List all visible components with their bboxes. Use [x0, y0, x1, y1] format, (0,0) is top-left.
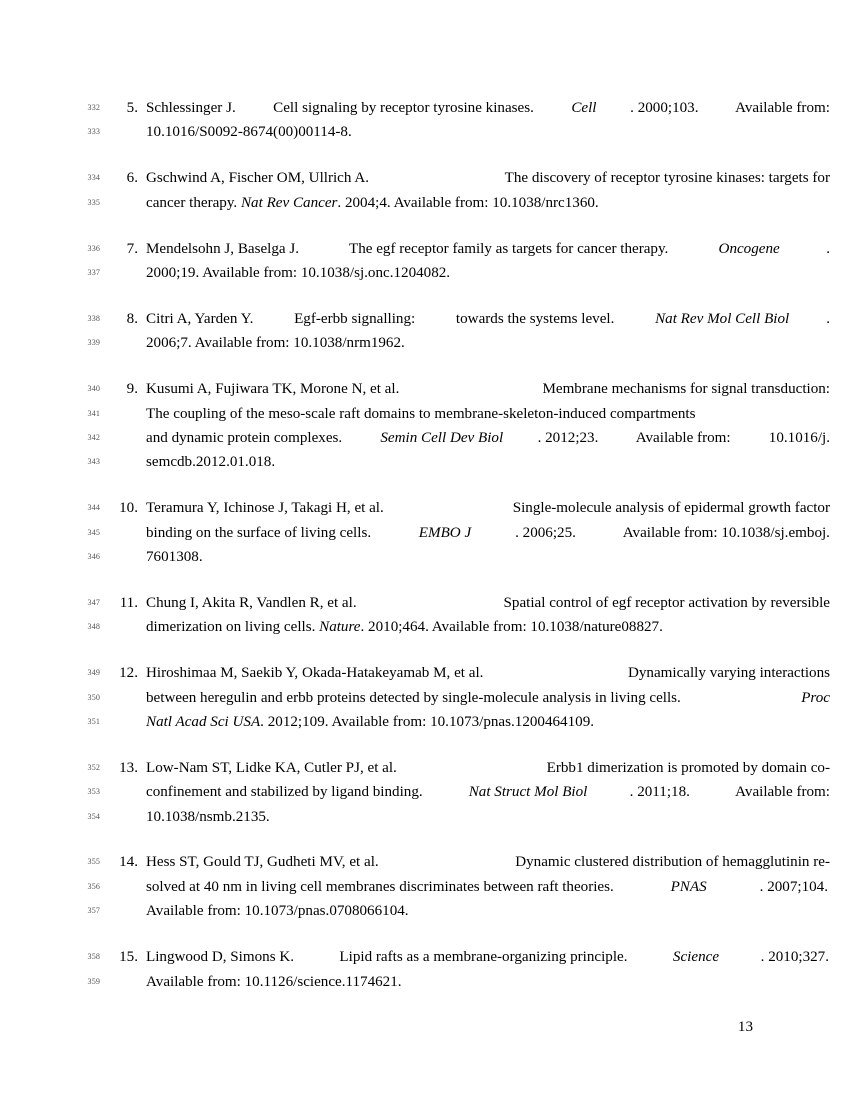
- reference-text-run: 10.1016/S0092-8674(00)00114-8.: [146, 124, 352, 141]
- reference-text-run: . 2012;109. Available from: 10.1073/pnas.1200464109.: [260, 713, 595, 730]
- reference-text-run: . 2000;103.: [630, 100, 699, 116]
- reference-text-run: . 2004;4. Available from: 10.1038/nrc1360.: [337, 194, 599, 211]
- reference-text: [146, 237, 832, 261]
- reference-text-run: Hiroshimaa M, Saekib Y, Okada-Hatakeyamab M, et al.: [146, 665, 484, 682]
- reference-line: [78, 191, 754, 215]
- journal-title: Cell: [567, 100, 597, 116]
- journal-title: Natl Acad Sci USA: [146, 713, 261, 730]
- reference-text-run: confinement and stabilized by ligand binding.: [146, 784, 423, 801]
- justified-line: [146, 377, 830, 401]
- justified-line: [146, 945, 829, 969]
- reference-line: [78, 331, 754, 355]
- reference-text: [146, 945, 832, 969]
- justified-line: [146, 756, 830, 780]
- reference-text: [146, 805, 832, 829]
- reference-text-run: Kusumi A, Fujiwara TK, Morone N, et al.: [146, 381, 400, 398]
- reference-line: [78, 166, 830, 190]
- reference-text: [146, 331, 832, 355]
- line-number: 348: [87, 622, 100, 632]
- reference-text-run: Lingwood D, Simons K.: [146, 949, 295, 966]
- justified-line: [146, 780, 830, 804]
- reference-text-run: 10.1016/j.: [765, 429, 830, 446]
- line-number: 354: [87, 811, 100, 821]
- reference-entry: [78, 307, 830, 356]
- reference-text-run: . 2007;104.: [759, 878, 828, 895]
- reference-text-run: solved at 40 nm in living cell membranes discriminates between raft theories.: [146, 878, 618, 895]
- reference-text-run: The discovery of receptor tyrosine kinases: targets for: [501, 170, 830, 187]
- justified-line: [146, 402, 830, 426]
- reference-text: [146, 402, 832, 426]
- reference-line: [78, 402, 754, 426]
- reference-text-run: Erbb1 dimerization is promoted by domain co-: [542, 759, 830, 776]
- reference-text-run: Low-Nam ST, Lidke KA, Cutler PJ, et al.: [146, 759, 397, 776]
- reference-text-run: .: [826, 310, 830, 327]
- reference-line: [78, 591, 830, 615]
- line-number: 336: [87, 243, 100, 253]
- reference-entry: [78, 166, 830, 215]
- reference-text-run: Available from:: [732, 784, 830, 801]
- journal-title: Oncogene: [714, 240, 780, 257]
- reference-number: 6.: [126, 170, 138, 187]
- reference-line: [78, 545, 754, 569]
- reference-text: [146, 261, 832, 285]
- reference-text: [146, 450, 832, 474]
- line-number: 344: [87, 503, 100, 513]
- reference-text-run: . 2012;23.: [537, 429, 599, 446]
- reference-text-run: Citri A, Yarden Y.: [146, 310, 254, 327]
- reference-text-run: binding on the surface of living cells.: [146, 524, 372, 541]
- journal-title: EMBO J: [415, 524, 472, 541]
- line-number: 356: [87, 881, 100, 891]
- line-number: 341: [87, 408, 100, 418]
- line-number: 358: [87, 952, 100, 962]
- journal-title: Nat Struct Mol Biol: [464, 784, 588, 801]
- reference-text-run: Gschwind A, Fischer OM, Ullrich A.: [146, 170, 370, 187]
- justified-line: [146, 875, 828, 899]
- reference-line: [78, 756, 830, 780]
- justified-line: [146, 96, 830, 120]
- reference-text-run: Schlessinger J.: [146, 100, 236, 116]
- reference-line: [78, 661, 830, 685]
- justified-line: [146, 521, 830, 545]
- reference-text: [146, 120, 832, 144]
- reference-text: [146, 710, 832, 734]
- reference-text-run: semcdb.2012.01.018.: [146, 454, 276, 471]
- reference-text-run: Available from: 10.1073/pnas.0708066104.: [146, 903, 409, 920]
- line-number: 351: [87, 716, 100, 726]
- line-number: 347: [87, 597, 100, 607]
- reference-text-run: Mendelsohn J, Baselga J.: [146, 240, 300, 257]
- line-number: 353: [87, 787, 100, 797]
- reference-entry: [78, 850, 830, 923]
- reference-number: 15.: [119, 949, 138, 966]
- reference-text-run: Available from: 10.1038/sj.emboj.: [619, 524, 830, 541]
- reference-entry: [78, 96, 830, 145]
- line-number: 345: [87, 527, 100, 537]
- reference-text-run: Teramura Y, Ichinose J, Takagi H, et al.: [146, 500, 384, 517]
- reference-line: [78, 96, 830, 120]
- reference-number: 5.: [126, 100, 138, 116]
- reference-text: [146, 875, 832, 899]
- reference-entry: [78, 756, 830, 829]
- journal-title: Nat Rev Mol Cell Biol: [651, 310, 790, 327]
- reference-line: [78, 450, 754, 474]
- reference-text: [146, 166, 832, 190]
- justified-line: [146, 686, 830, 710]
- reference-text-run: cancer therapy.: [146, 194, 241, 211]
- line-number: 332: [87, 103, 100, 112]
- reference-text: [146, 780, 832, 804]
- reference-text-run: .: [826, 240, 830, 257]
- reference-text: [146, 661, 832, 685]
- reference-line: [78, 875, 828, 899]
- justified-line: [146, 591, 830, 615]
- reference-text: [146, 591, 832, 615]
- reference-list: [78, 96, 830, 1015]
- reference-number: 9.: [126, 381, 138, 398]
- reference-entry: [78, 945, 829, 994]
- line-number: 337: [87, 267, 100, 277]
- line-number: 352: [87, 762, 100, 772]
- reference-number: 10.: [119, 500, 138, 517]
- reference-entry: [78, 377, 830, 475]
- line-number: 359: [87, 976, 100, 986]
- reference-text-run: . 2010;464. Available from: 10.1038/nature08827.: [360, 619, 663, 636]
- reference-number: 14.: [119, 854, 138, 871]
- reference-text: [146, 96, 832, 120]
- reference-text: [146, 377, 832, 401]
- reference-text-run: Available from:: [732, 100, 830, 116]
- reference-text-run: Chung I, Akita R, Vandlen R, et al.: [146, 594, 357, 611]
- reference-line: [78, 899, 754, 923]
- reference-number: 13.: [119, 759, 138, 776]
- reference-text-run: . 2011;18.: [629, 784, 690, 801]
- reference-number: 12.: [119, 665, 138, 682]
- reference-text-run: 2006;7. Available from: 10.1038/nrm1962.: [146, 335, 405, 352]
- reference-number: 7.: [126, 240, 138, 257]
- reference-text-run: towards the systems level.: [452, 310, 615, 327]
- reference-text: [146, 899, 832, 923]
- reference-text: [146, 850, 832, 874]
- reference-text: [146, 756, 832, 780]
- reference-entry: [78, 661, 830, 734]
- journal-title: PNAS: [670, 878, 707, 895]
- reference-entry: [78, 237, 830, 286]
- line-number: 335: [87, 197, 100, 207]
- reference-line: [78, 307, 830, 331]
- reference-text: [146, 496, 832, 520]
- reference-line: [78, 780, 830, 804]
- journal-title: Science: [669, 949, 720, 966]
- reference-text-run: 7601308.: [146, 548, 203, 565]
- reference-line: [78, 850, 830, 874]
- reference-text-run: Available from:: [632, 429, 731, 446]
- reference-text-run: The egf receptor family as targets for cancer therapy.: [345, 240, 669, 257]
- reference-line: [78, 970, 754, 994]
- justified-line: [146, 496, 830, 520]
- reference-line: [78, 805, 754, 829]
- reference-number: 11.: [119, 594, 138, 611]
- reference-line: [78, 710, 754, 734]
- page-number: 13: [737, 1019, 753, 1035]
- line-number: 346: [87, 551, 100, 561]
- justified-line: [146, 307, 830, 331]
- reference-text-run: Dynamically varying interactions: [624, 665, 830, 682]
- line-number: 342: [87, 432, 100, 442]
- justified-line: [146, 166, 830, 190]
- reference-text-run: Lipid rafts as a membrane-organizing principle.: [335, 949, 628, 966]
- reference-line: [78, 120, 754, 144]
- reference-entry: [78, 591, 830, 640]
- reference-line: [78, 521, 830, 545]
- reference-text: [146, 426, 832, 450]
- reference-text-run: Egf-erbb signalling:: [290, 310, 416, 327]
- reference-line: [78, 426, 830, 450]
- reference-text-run: Hess ST, Gould TJ, Gudheti MV, et al.: [146, 854, 379, 871]
- reference-text: [146, 307, 832, 331]
- line-number: 333: [87, 127, 100, 137]
- justified-line: [146, 426, 830, 450]
- reference-line: [78, 686, 830, 710]
- line-number: 355: [87, 857, 100, 867]
- reference-entry: [78, 496, 830, 569]
- reference-text-run: 10.1038/nsmb.2135.: [146, 808, 270, 825]
- journal-title: Nature: [319, 619, 361, 636]
- reference-text-run: Spatial control of egf receptor activation by reversible: [499, 594, 830, 611]
- justified-line: [146, 850, 830, 874]
- justified-line: [146, 237, 830, 261]
- line-number: 350: [87, 692, 100, 702]
- line-number: 357: [87, 906, 100, 916]
- reference-text: [146, 521, 832, 545]
- journal-title: Semin Cell Dev Biol: [376, 429, 504, 446]
- line-number: 339: [87, 338, 100, 348]
- reference-text-run: and dynamic protein complexes.: [146, 429, 343, 446]
- reference-text: [146, 970, 832, 994]
- journal-title: Proc: [797, 689, 830, 706]
- reference-text: [146, 191, 832, 215]
- reference-text: [146, 686, 832, 710]
- reference-text-run: The coupling of the meso-scale raft domains to membrane-skeleton-induced compartments: [146, 405, 696, 422]
- line-number: 340: [87, 384, 100, 394]
- line-number: 334: [87, 173, 100, 183]
- reference-text: [146, 615, 832, 639]
- reference-text-run: Cell signaling by receptor tyrosine kinases.: [269, 100, 534, 116]
- line-number: 338: [87, 313, 100, 323]
- reference-text-run: dimerization on living cells.: [146, 619, 320, 636]
- reference-text-run: Dynamic clustered distribution of hemagglutinin re-: [511, 854, 830, 871]
- reference-text-run: . 2006;25.: [515, 524, 576, 541]
- line-number: 349: [87, 668, 100, 678]
- reference-line: [78, 615, 754, 639]
- reference-text-run: Membrane mechanisms for signal transduction:: [538, 381, 830, 398]
- reference-text: [146, 545, 832, 569]
- reference-text-run: Available from: 10.1126/science.1174621.: [146, 973, 402, 990]
- reference-line: [78, 261, 754, 285]
- reference-line: [78, 237, 830, 261]
- justified-line: [146, 661, 830, 685]
- reference-number: 8.: [126, 310, 138, 327]
- reference-line: [78, 377, 830, 401]
- reference-line: [78, 945, 829, 969]
- reference-text-run: Single-molecule analysis of epidermal growth factor: [508, 500, 830, 517]
- reference-text-run: between heregulin and erbb proteins detected by single-molecule analysis in living cells.: [146, 689, 681, 706]
- line-number: 343: [87, 457, 100, 467]
- reference-text-run: . 2010;327.: [760, 949, 829, 966]
- journal-title: Nat Rev Cancer: [240, 194, 338, 211]
- reference-line: [78, 496, 830, 520]
- reference-text-run: 2000;19. Available from: 10.1038/sj.onc.1204082.: [146, 264, 451, 281]
